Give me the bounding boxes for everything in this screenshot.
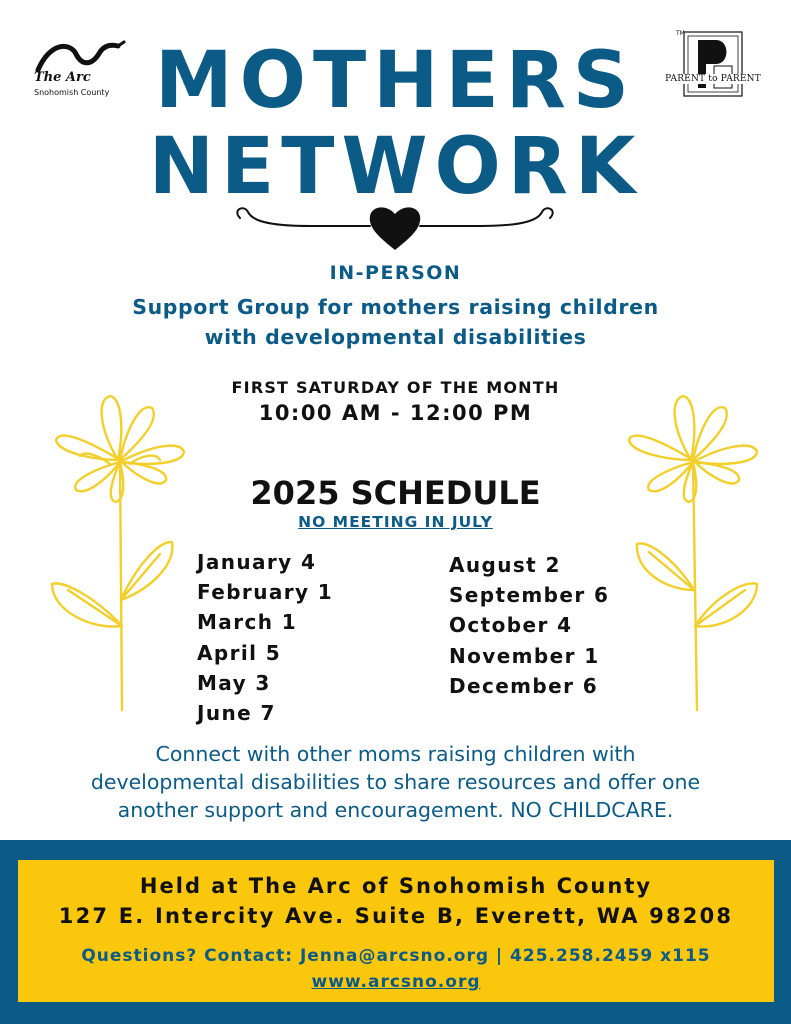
schedule-date: March 1	[197, 610, 298, 635]
schedule-date: April 5	[197, 640, 282, 665]
schedule-dates-right	[449, 550, 609, 701]
schedule-date: November 1	[449, 643, 600, 668]
contact-line: Questions? Contact: Jenna@arcsno.org | 425.258.2459 x115	[81, 946, 711, 966]
flower-illustration-left	[40, 390, 200, 720]
schedule-dates-left	[197, 547, 333, 728]
venue-address: 127 E. Intercity Ave. Suite B, Everett, WA 98208	[58, 904, 734, 928]
title-line-2: NETWORK	[148, 122, 643, 212]
group-description-line-1: Support Group for mothers raising children	[132, 295, 659, 319]
venue-name: Held at The Arc of Snohomish County	[139, 874, 653, 898]
meeting-day: FIRST SATURDAY OF THE MONTH	[231, 378, 560, 397]
schedule-date: August 2	[449, 553, 561, 577]
page-title	[0, 38, 791, 210]
arc-logo-name: The Arc	[34, 70, 91, 85]
schedule-date: June 7	[197, 701, 276, 726]
footer-info-box	[18, 860, 774, 1002]
trademark-mark: TM	[676, 30, 685, 37]
schedule-date: February 1	[197, 580, 334, 605]
title-line-1: MOTHERS	[155, 36, 636, 126]
description-line-1: Connect with other moms raising children with	[155, 742, 636, 766]
description-paragraph	[30, 740, 761, 824]
schedule-date: December 6	[449, 673, 599, 698]
schedule-date: October 4	[449, 613, 573, 638]
flower-illustration-right	[605, 390, 765, 720]
schedule-date: May 3	[197, 670, 271, 695]
website-link[interactable]: www.arcsno.org	[311, 972, 481, 992]
description-line-3: another support and encouragement. NO CHILDCARE.	[117, 798, 674, 822]
arc-logo-subtitle: Snohomish County	[34, 88, 110, 97]
heart-divider-icon	[230, 200, 560, 256]
group-description	[0, 292, 791, 352]
footer-band	[0, 840, 791, 1024]
p2p-logo-name: PARENT to PARENT	[658, 74, 768, 84]
schedule-date: January 4	[197, 550, 317, 574]
format-label: IN-PERSON	[329, 262, 462, 284]
group-description-line-2: with developmental disabilities	[204, 325, 587, 349]
schedule-title: 2025 SCHEDULE	[250, 474, 541, 512]
schedule-date: September 6	[449, 583, 610, 608]
schedule-note: NO MEETING IN JULY	[298, 513, 493, 531]
meeting-time: 10:00 AM - 12:00 PM	[258, 401, 533, 425]
description-line-2: developmental disabilities to share resources and offer one	[90, 770, 701, 794]
